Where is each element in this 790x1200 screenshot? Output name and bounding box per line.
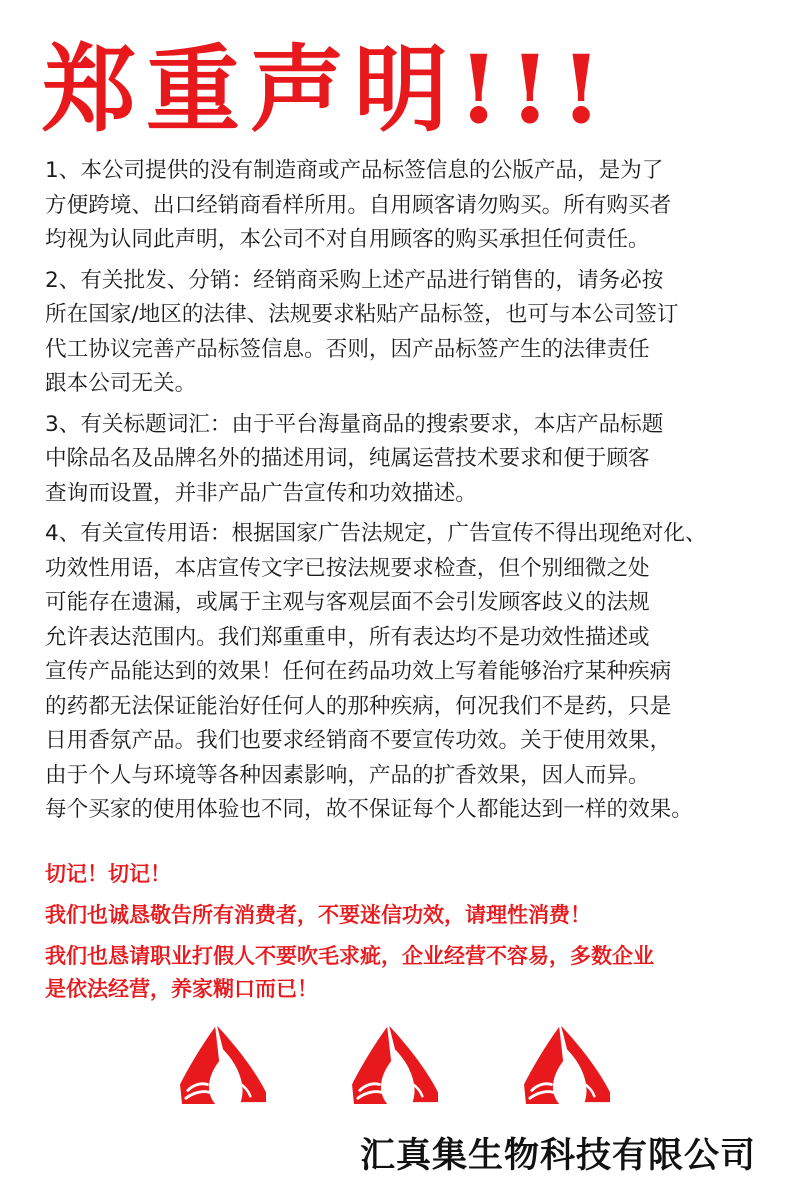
clause-2 [45, 264, 765, 402]
text-line: 每个买家的使用体验也不同，故不保证每个人都能达到一样的效果。 [45, 797, 693, 822]
warning-professional-claimants [45, 939, 765, 1005]
text-line: 跟本公司无关。 [45, 371, 197, 396]
text-line: 代工协议完善产品标签信息。否则，因产品标签产生的法律责任 [45, 336, 650, 362]
page-title: 郑重声明!!! [42, 35, 612, 145]
warning-line: 我们也诚恳敬告所有消费者，不要迷信功效，请理性消费！ [45, 902, 591, 927]
text-line: 4、有关宣传用语：根据国家广告法规定，广告宣传不得出现绝对化、 [45, 521, 707, 546]
praying-hands-icon [352, 1022, 440, 1106]
warning-consumers [45, 898, 765, 931]
clause-3 [45, 408, 765, 512]
text-line: 日用香氛产品。我们也要求经销商不要宣传功效。关于使用效果， [45, 728, 672, 753]
text-line: 的药都无法保证能治好任何人的那种疾病，何况我们不是药，只是 [45, 693, 672, 719]
warning-line: 是依法经营，养家糊口而已！ [45, 976, 318, 1001]
praying-hands-icon [524, 1022, 612, 1106]
text-line: 由于个人与环境等各种因素影响，产品的扩香效果，因人而异。 [45, 762, 650, 788]
warning-remember [45, 857, 765, 890]
text-line: 方便跨境、出口经销商看样所用。自用顾客请勿购买。所有购买者 [45, 192, 672, 218]
text-line: 中除品名及品牌名外的描述用词，纯属运营技术要求和便于顾客 [45, 446, 650, 471]
praying-hands-icon [180, 1022, 268, 1106]
text-line: 1、本公司提供的没有制造商或产品标签信息的公版产品，是为了 [45, 158, 664, 183]
text-line: 所在国家/地区的法律、法规要求粘贴产品标签，也可与本公司签订 [45, 302, 679, 327]
warning-notices [45, 857, 765, 1013]
text-line: 功效性用语，本店宣传文字已按法规要求检查，但个别细微之处 [45, 555, 650, 581]
warning-line: 我们也恳请职业打假人不要吹毛求疵，企业经营不容易，多数企业 [45, 943, 654, 968]
text-line: 允许表达范围内。我们郑重重申，所有表达均不是功效性描述或 [45, 624, 650, 650]
praying-hands-row [0, 1022, 790, 1108]
clause-4 [45, 517, 765, 828]
text-line: 查询而设置，并非产品广告宣传和功效描述。 [45, 480, 477, 506]
company-name: 汇真集生物科技有限公司 [359, 1135, 756, 1176]
clause-1 [45, 154, 765, 258]
text-line: 2、有关批发、分销：经销商采购上述产品进行销售的，请务必按 [45, 267, 664, 293]
text-line: 可能存在遗漏，或属于主观与客观层面不会引发顾客歧义的法规 [45, 590, 650, 615]
warning-line: 切记！切记！ [45, 861, 171, 886]
declaration-body [45, 154, 765, 834]
text-line: 3、有关标题词汇：由于平台海量商品的搜索要求，本店产品标题 [45, 411, 664, 437]
text-line: 均视为认同此声明，本公司不对自用顾客的购买承担任何责任。 [45, 227, 650, 252]
text-line: 宣传产品能达到的效果！任何在药品功效上写着能够治疗某种疾病 [45, 659, 672, 684]
